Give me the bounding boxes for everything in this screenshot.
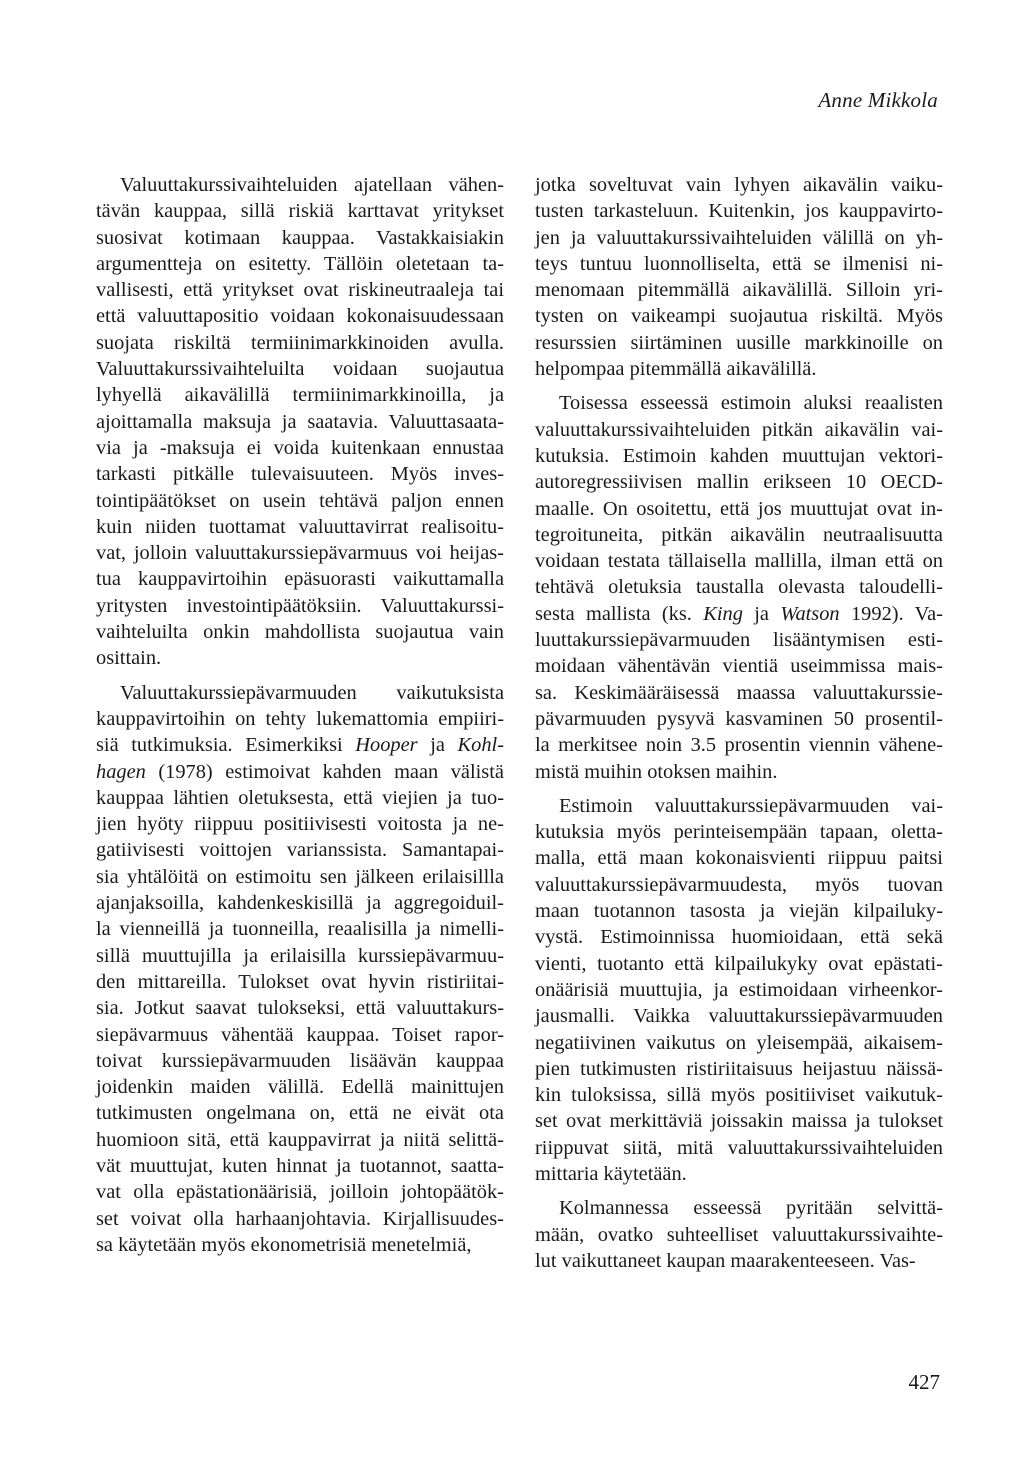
text-line: negatiivinen vaikutus on yleisempää, aikaisem-	[535, 1031, 943, 1054]
text-line: kauppaa lähtien oletuksesta, että viejien ja tuo-	[96, 786, 504, 809]
text-line: menomaan pitemmällä aikavälillä. Silloin yri-	[535, 279, 943, 302]
text-line: suosivat kotimaan kauppaa. Vastakkaisiakin	[96, 226, 504, 249]
text-line: että valuuttapositio voidaan kokonaisuudessaan	[96, 305, 504, 328]
text-line: joidenkin maiden välillä. Edellä mainittujen	[96, 1076, 504, 1099]
text-line: sesta mallista (ks. King ja Watson 1992). Va-	[535, 602, 943, 625]
text-line: huomioon sitä, että kauppavirrat ja niitä selittä-	[96, 1128, 504, 1151]
text-line: hagen (1978) estimoivat kahden maan välistä	[96, 760, 504, 783]
text-line: Valuuttakurssivaihteluiden ajatellaan vähen-	[120, 174, 504, 196]
text-line: sia. Jotkut saavat tulokseksi, että valuuttakurs-	[96, 997, 504, 1020]
text-line: ajoittamalla maksuja ja saatavia. Valuuttasaata-	[96, 410, 504, 433]
text-line: tointipäätökset on usein tehtävä paljon ennen	[96, 489, 504, 512]
text-line: mittaria käytetään.	[535, 1162, 687, 1185]
text-line: Valuuttakurssivaihteluilta voidaan suojautua	[96, 358, 504, 381]
text-line: via ja -maksuja ei voida kuitenkaan ennustaa	[96, 436, 504, 459]
text-line: set ovat merkittäviä joissakin maissa ja tulokset	[535, 1110, 943, 1133]
text-line: vaihteluilta onkin mahdollista suojautua vain	[96, 621, 504, 644]
text-line: helpompaa pitemmällä aikavälillä.	[535, 358, 817, 381]
text-line: siä tutkimuksia. Esimerkiksi Hooper ja Kohl-	[96, 734, 504, 757]
text-line: mään, ovatko suhteelliset valuuttakurssivaihte-	[535, 1223, 943, 1246]
text-line: toivat kurssiepävarmuuden lisäävän kauppaa	[96, 1049, 504, 1072]
text-line: yritysten investointipäätöksiin. Valuuttakurssi-	[96, 594, 504, 617]
text-line: lyhyellä aikavälillä termiinimarkkinoilla, ja	[96, 384, 504, 407]
text-line: argumentteja on esitetty. Tällöin oletetaan ta-	[96, 252, 505, 275]
text-line: jausmalli. Vaikka valuuttakurssiepävarmuuden	[535, 1005, 943, 1028]
paragraph	[535, 793, 943, 1187]
text-line: sillä muuttujilla ja erilaisilla kurssiepävarmuu-	[96, 944, 504, 967]
text-line: valuuttakurssiepävarmuudesta, myös tuovan	[535, 873, 943, 896]
text-line: riippuvat siitä, mitä valuuttakurssivaihteluiden	[535, 1136, 943, 1159]
text-line: kuin niiden tuottamat valuuttavirrat realisoitu-	[96, 515, 504, 538]
text-line: teys tuntuu luonnolliselta, että se ilmenisi ni-	[535, 252, 943, 275]
page-number: 427	[908, 1370, 940, 1394]
paragraph	[535, 390, 943, 784]
text-line: tua kauppavirtoihin epäsuorasti vaikuttamalla	[96, 568, 504, 591]
text-line: sia yhtälöitä on estimoitu sen jälkeen erilaisillla	[96, 865, 504, 888]
text-line: tarkasti pitkälle tulevaisuuteen. Myös inves-	[96, 463, 504, 486]
text-line: ajanjaksoilla, kahdenkeskisillä ja aggregoiduil-	[96, 892, 504, 915]
paragraph	[535, 1195, 943, 1274]
right-column	[535, 172, 943, 1274]
text-line: kutuksia myös perinteisempään tapaan, oletta-	[535, 821, 943, 844]
text-line: vät muuttujat, kuten hinnat ja tuotannot, saatta-	[96, 1154, 504, 1177]
text-line: tävän kauppaa, sillä riskiä karttavat yritykset	[96, 200, 505, 223]
text-line: la vienneillä ja tuonneilla, reaalisilla ja nimelli-	[96, 918, 504, 941]
text-line: tutkimusten ongelmana on, että ne eivät ota	[96, 1102, 504, 1125]
text-line: tysten on vaikeampi suojautua riskiltä. Myös	[535, 305, 943, 328]
text-line: siepävarmuus vähentää kauppaa. Toiset rapor-	[96, 1023, 504, 1046]
text-line: malla, että maan kokonaisvienti riippuu paitsi	[535, 847, 943, 870]
text-line: autoregressiivisen mallin erikseen 10 OECD-	[535, 471, 943, 494]
text-line: tusten tarkasteluun. Kuitenkin, jos kauppavirto-	[535, 200, 943, 223]
text-line: kin tuloksissa, sillä myös positiiviset vaikutuk-	[535, 1084, 943, 1107]
text-line: jen ja valuuttakurssivaihteluiden välillä on yh-	[535, 226, 943, 249]
text-line: vallisesti, että yritykset ovat riskineutraaleja tai	[96, 279, 505, 302]
text-line: jotka soveltuvat vain lyhyen aikavälin vaiku-	[535, 174, 943, 196]
text-line: den mittareilla. Tulokset ovat hyvin ristiriitai-	[96, 970, 504, 993]
text-line: maan tuotannon tasosta ja viejän kilpailuky-	[535, 900, 943, 923]
text-line: kutuksia. Estimoin kahden muuttujan vektori-	[535, 444, 943, 467]
text-line: tehtävä oletuksia taustalla olevasta taloudelli-	[535, 576, 943, 599]
text-line: vienti, tuotanto että kilpailukyky ovat epästati-	[535, 952, 943, 975]
left-column	[96, 172, 504, 1258]
text-line: vystä. Estimoinnissa huomioidaan, että sekä	[535, 926, 943, 949]
text-line: valuuttakurssivaihteluiden pitkän aikavälin vai-	[535, 418, 943, 441]
text-line: vat olla epästationäärisiä, joilloin johtopäätök-	[96, 1181, 504, 1204]
text-line: kauppavirtoihin on tehty lukemattomia empiiri-	[96, 707, 504, 730]
text-line: osittain.	[96, 647, 162, 670]
text-line: mistä muihin otoksen maihin.	[535, 760, 778, 783]
text-line: set voivat olla harhaanjohtavia. Kirjallisuudes-	[96, 1207, 504, 1230]
text-line: moidaan vähentävän vientiä useimmissa mais-	[535, 655, 943, 678]
text-line: jien hyöty riippuu positiivisesti voitosta ja ne-	[96, 813, 504, 836]
text-line: voidaan testata tällaisella mallilla, ilman että on	[535, 550, 943, 573]
paragraph	[96, 680, 504, 1259]
text-line: sa. Keskimääräisessä maassa valuuttakurssie-	[535, 681, 943, 704]
text-line: maalle. On osoitettu, että jos muuttujat ovat in-	[535, 497, 943, 520]
running-head: Anne Mikkola	[818, 88, 938, 112]
text-line: Estimoin valuuttakurssiepävarmuuden vai-	[559, 794, 943, 817]
text-line: vat, jolloin valuuttakurssiepävarmuus voi heijas-	[96, 542, 504, 565]
text-line: lut vaikuttaneet kaupan maarakenteeseen. Vas-	[535, 1249, 916, 1272]
text-line: suojata riskiltä termiinimarkkinoiden avulla.	[96, 331, 504, 354]
text-line: Valuuttakurssiepävarmuuden vaikutuksista	[120, 681, 504, 704]
text-line: onäärisiä muuttujia, ja estimoidaan virheenkor-	[535, 978, 943, 1001]
text-line: resurssien siirtäminen uusille markkinoille on	[535, 331, 943, 354]
text-line: sa käytetään myös ekonometrisiä menetelmiä,	[96, 1233, 472, 1256]
text-line: gatiivisesti voittojen varianssista. Samantapai-	[96, 839, 504, 862]
text-line: Kolmannessa esseessä pyritään selvittä-	[559, 1197, 943, 1220]
paragraph	[535, 172, 943, 382]
text-line: luuttakurssiepävarmuuden lisääntymisen esti-	[535, 629, 943, 652]
text-line: pävarmuuden pysyvä kasvaminen 50 prosentil-	[535, 707, 943, 730]
text-line: la merkitsee noin 3.5 prosentin viennin vähene-	[535, 734, 943, 757]
text-line: tegroituneita, pitkän aikavälin neutraalisuutta	[535, 523, 943, 546]
paragraph	[96, 172, 504, 672]
text-line: pien tutkimusten ristiriitaisuus heijastuu näissä-	[535, 1057, 943, 1080]
text-line: Toisessa esseessä estimoin aluksi reaalisten	[559, 392, 943, 415]
